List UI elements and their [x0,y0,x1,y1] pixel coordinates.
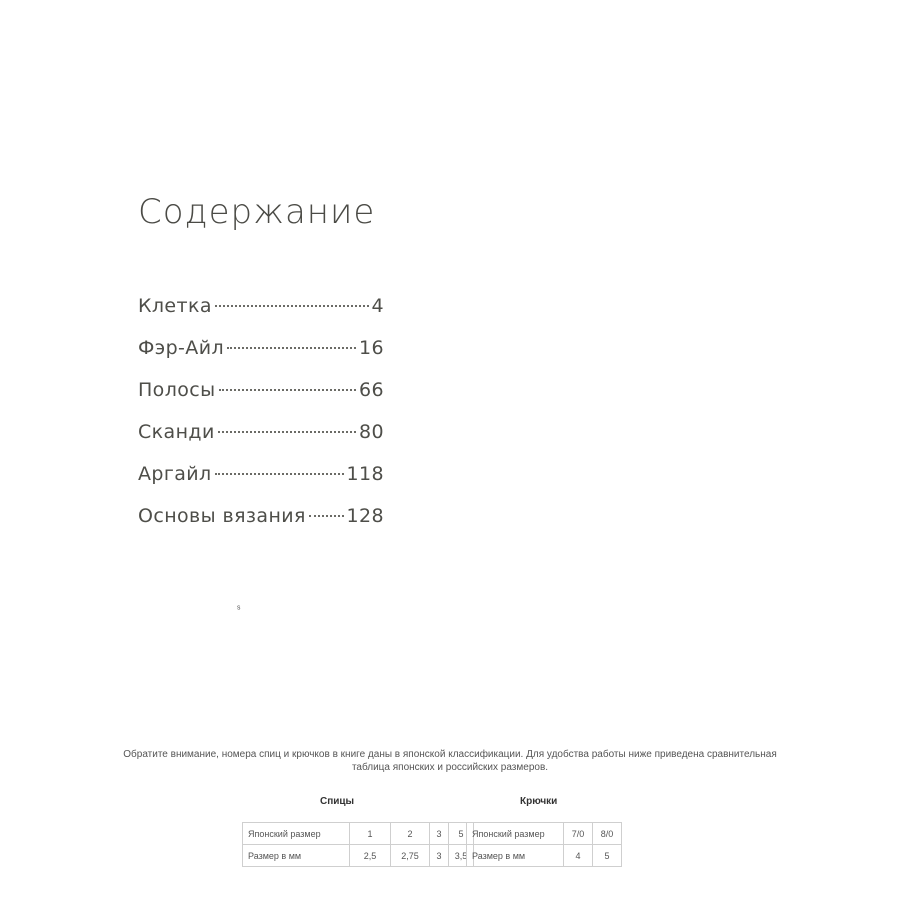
table-cell: 8/0 [593,823,622,845]
toc-entry-page: 128 [346,505,384,527]
toc-entry-page: 4 [371,295,384,317]
toc-entry-page: 80 [359,421,384,443]
toc-entry-label: Основы вязания [138,505,306,527]
needles-caption: Спицы [320,796,355,807]
size-note: Обратите внимание, номера спиц и крючков в книге даны в японской классификации. Для удобства работы ниже приведена сравнительная таблица японских и российских размеров. [123,749,777,773]
toc-entry[interactable] [138,332,384,374]
row-header: Размер в мм [243,845,350,867]
table-row [467,845,622,867]
table-row [467,823,622,845]
table-cell: 2,5 [350,845,391,867]
toc-dot-leader [309,515,344,517]
toc-dot-leader [218,431,356,433]
toc-dot-leader [219,389,356,391]
row-header: Японский размер [467,823,564,845]
row-header: Размер в мм [467,845,564,867]
table-cell: 7/0 [564,823,593,845]
table-of-contents [138,290,384,542]
table-cell: 5 [593,845,622,867]
table-cell: 1 [350,823,391,845]
page-title: Содержание [138,192,376,232]
toc-dot-leader [215,305,369,307]
toc-entry-page: 16 [359,337,384,359]
table-cell: 2 [391,823,430,845]
table-cell: 4 [564,845,593,867]
toc-entry-label: Сканди [138,421,215,443]
table-row [243,845,474,867]
toc-dot-leader [227,347,356,349]
hooks-size-table [466,822,622,867]
table-cell: 3 [430,845,449,867]
toc-entry[interactable] [138,374,384,416]
table-row [243,823,474,845]
toc-entry[interactable] [138,500,384,542]
table-cell: 2,75 [391,845,430,867]
toc-entry[interactable] [138,416,384,458]
toc-entry-page: 118 [346,463,384,485]
toc-entry-label: Полосы [138,379,216,401]
table-cell: 3,5 [449,845,474,867]
needles-size-table [242,822,474,867]
toc-entry[interactable] [138,458,384,500]
table-cell: 3 [430,823,449,845]
toc-entry-label: Фэр-Айл [138,337,224,359]
print-speck: ˢ [237,604,241,615]
row-header: Японский размер [243,823,350,845]
toc-entry-page: 66 [359,379,384,401]
toc-entry-label: Аргайл [138,463,212,485]
toc-entry-label: Клетка [138,295,212,317]
toc-entry[interactable] [138,290,384,332]
toc-dot-leader [215,473,344,475]
table-cell: 5 [449,823,474,845]
hooks-caption: Крючки [520,796,558,807]
